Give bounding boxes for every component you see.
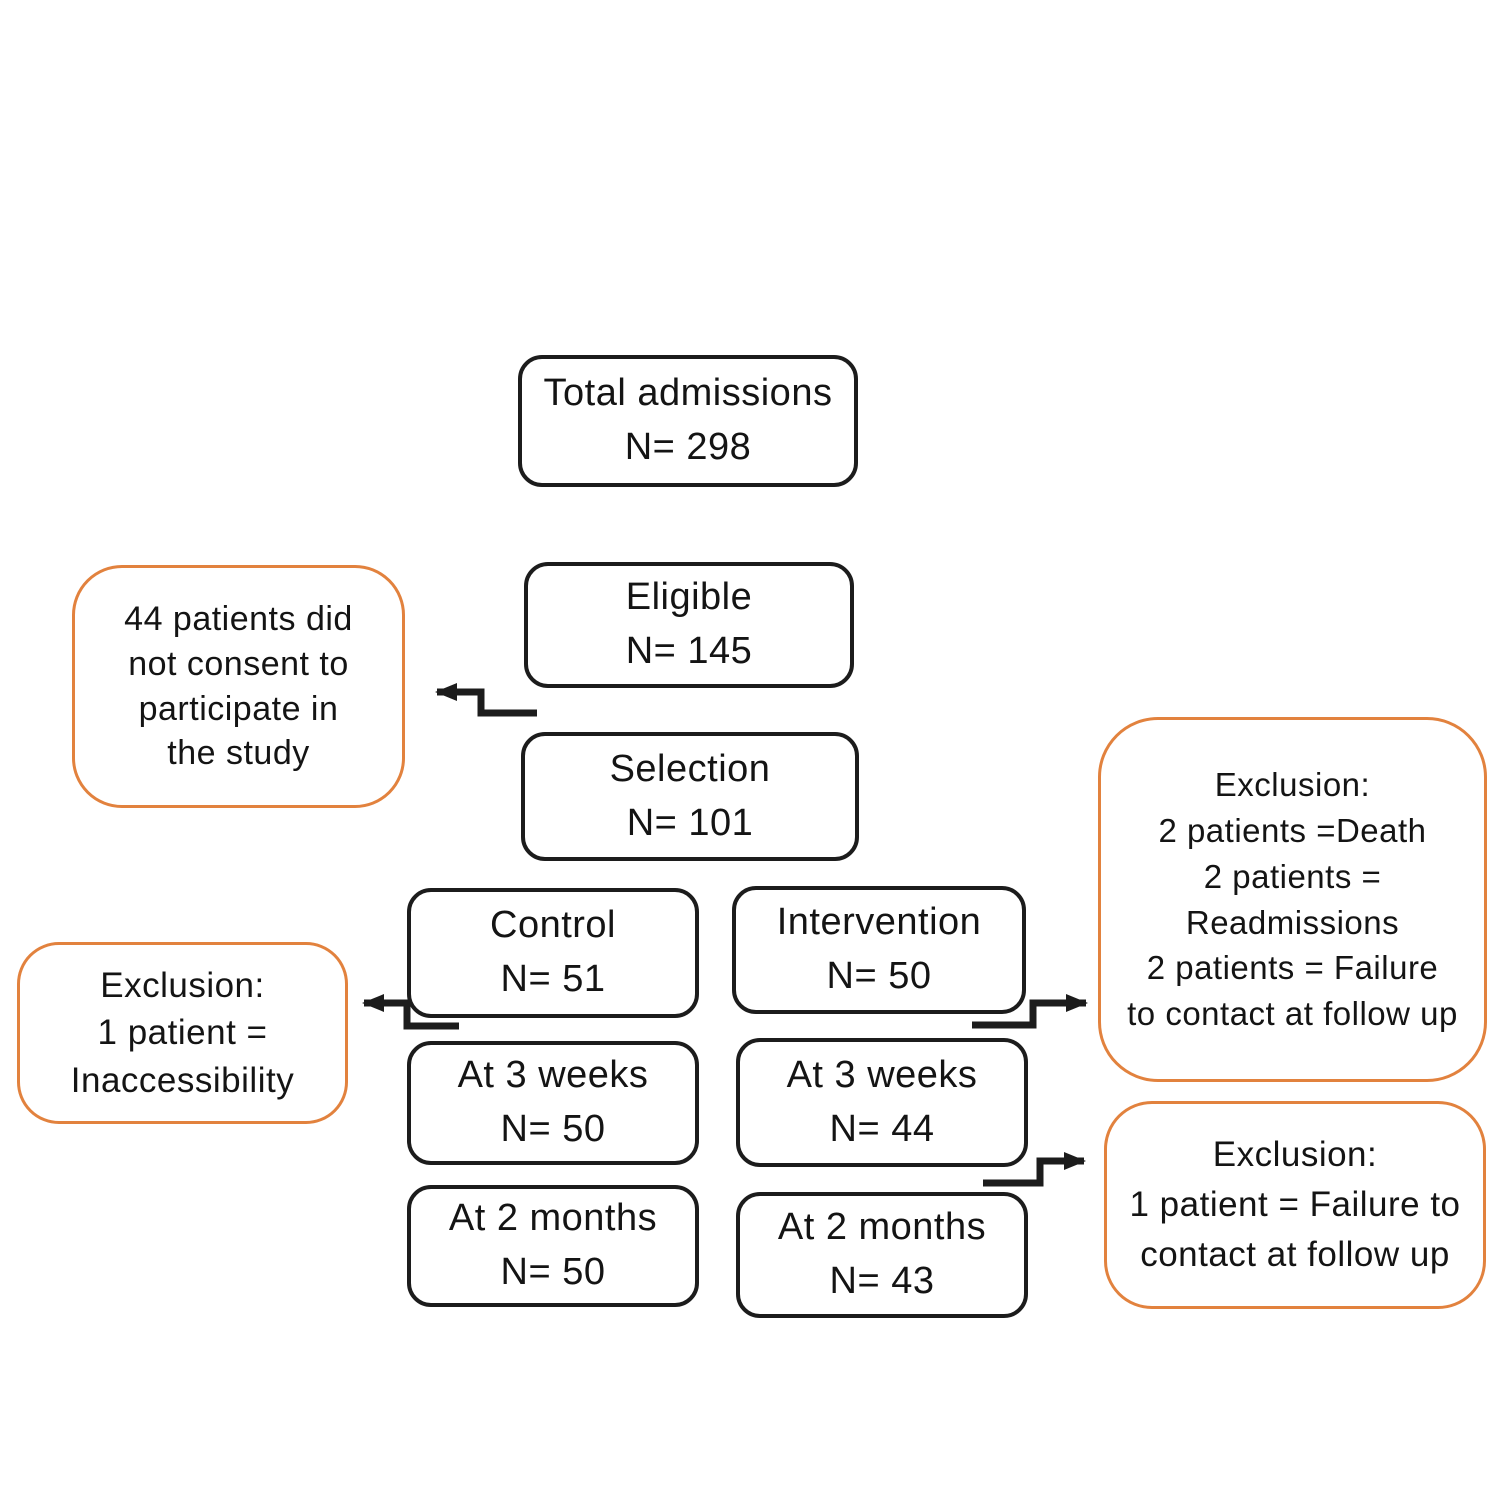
node-count: N= 51 [500, 958, 606, 1000]
exclusion-line: 44 patients did [124, 599, 353, 638]
exclusion-line: 2 patients = [1203, 857, 1382, 895]
exclusion-line: Inaccessibility [70, 1060, 295, 1100]
node-control-3-weeks [407, 1041, 699, 1165]
node-eligible [524, 562, 854, 688]
node-label: At 2 months [448, 1197, 658, 1240]
node-selection [521, 732, 859, 861]
node-label: Eligible [625, 576, 753, 619]
node-label: Selection [609, 747, 771, 790]
node-count: N= 298 [624, 426, 752, 468]
node-count: N= 44 [829, 1107, 935, 1150]
node-label: At 2 months [777, 1206, 987, 1249]
exclusion-line: Readmissions [1185, 903, 1400, 941]
node-label: Total admissions [543, 372, 833, 415]
exclusion-line: 1 patient = Failure to [1129, 1185, 1461, 1225]
node-intervention-2-months [736, 1192, 1028, 1318]
node-control-2-months [407, 1185, 699, 1307]
exclusion-line: the study [167, 734, 310, 773]
node-intervention [732, 886, 1026, 1014]
node-count: N= 50 [500, 1108, 606, 1150]
node-label: Intervention [776, 901, 982, 944]
node-count: N= 43 [829, 1260, 935, 1302]
exclusion-line: 2 patients =Death [1158, 811, 1427, 849]
exclusion-line: Exclusion: [1212, 1135, 1378, 1175]
exclusion-no-consent-box [72, 565, 405, 808]
exclusion-inaccessibility-box [17, 942, 348, 1124]
node-count: N= 50 [500, 1251, 606, 1293]
exclusion-intervention-box [1098, 717, 1487, 1082]
exclusion-line: participate in [138, 689, 339, 728]
node-label: At 3 weeks [786, 1053, 978, 1096]
node-label: At 3 weeks [457, 1054, 649, 1097]
node-count: N= 101 [626, 801, 754, 844]
node-label: Control [490, 904, 616, 947]
exclusion-line: contact at follow up [1140, 1234, 1450, 1274]
exclusion-line: to contact at follow up [1127, 995, 1458, 1033]
node-control [407, 888, 699, 1018]
exclusion-line: Exclusion: [1214, 765, 1371, 803]
exclusion-line: Exclusion: [100, 966, 265, 1006]
node-count: N= 145 [625, 630, 753, 672]
exclusion-followup-box [1104, 1101, 1486, 1309]
node-intervention-3-weeks [736, 1038, 1028, 1167]
node-count: N= 50 [826, 955, 932, 997]
node-total-admissions [518, 355, 858, 487]
exclusion-line: 2 patients = Failure [1146, 949, 1439, 987]
exclusion-line: not consent to [128, 644, 349, 683]
exclusion-line: 1 patient = [97, 1013, 268, 1053]
arrow-eligible-to-no-consent-icon [437, 692, 537, 713]
